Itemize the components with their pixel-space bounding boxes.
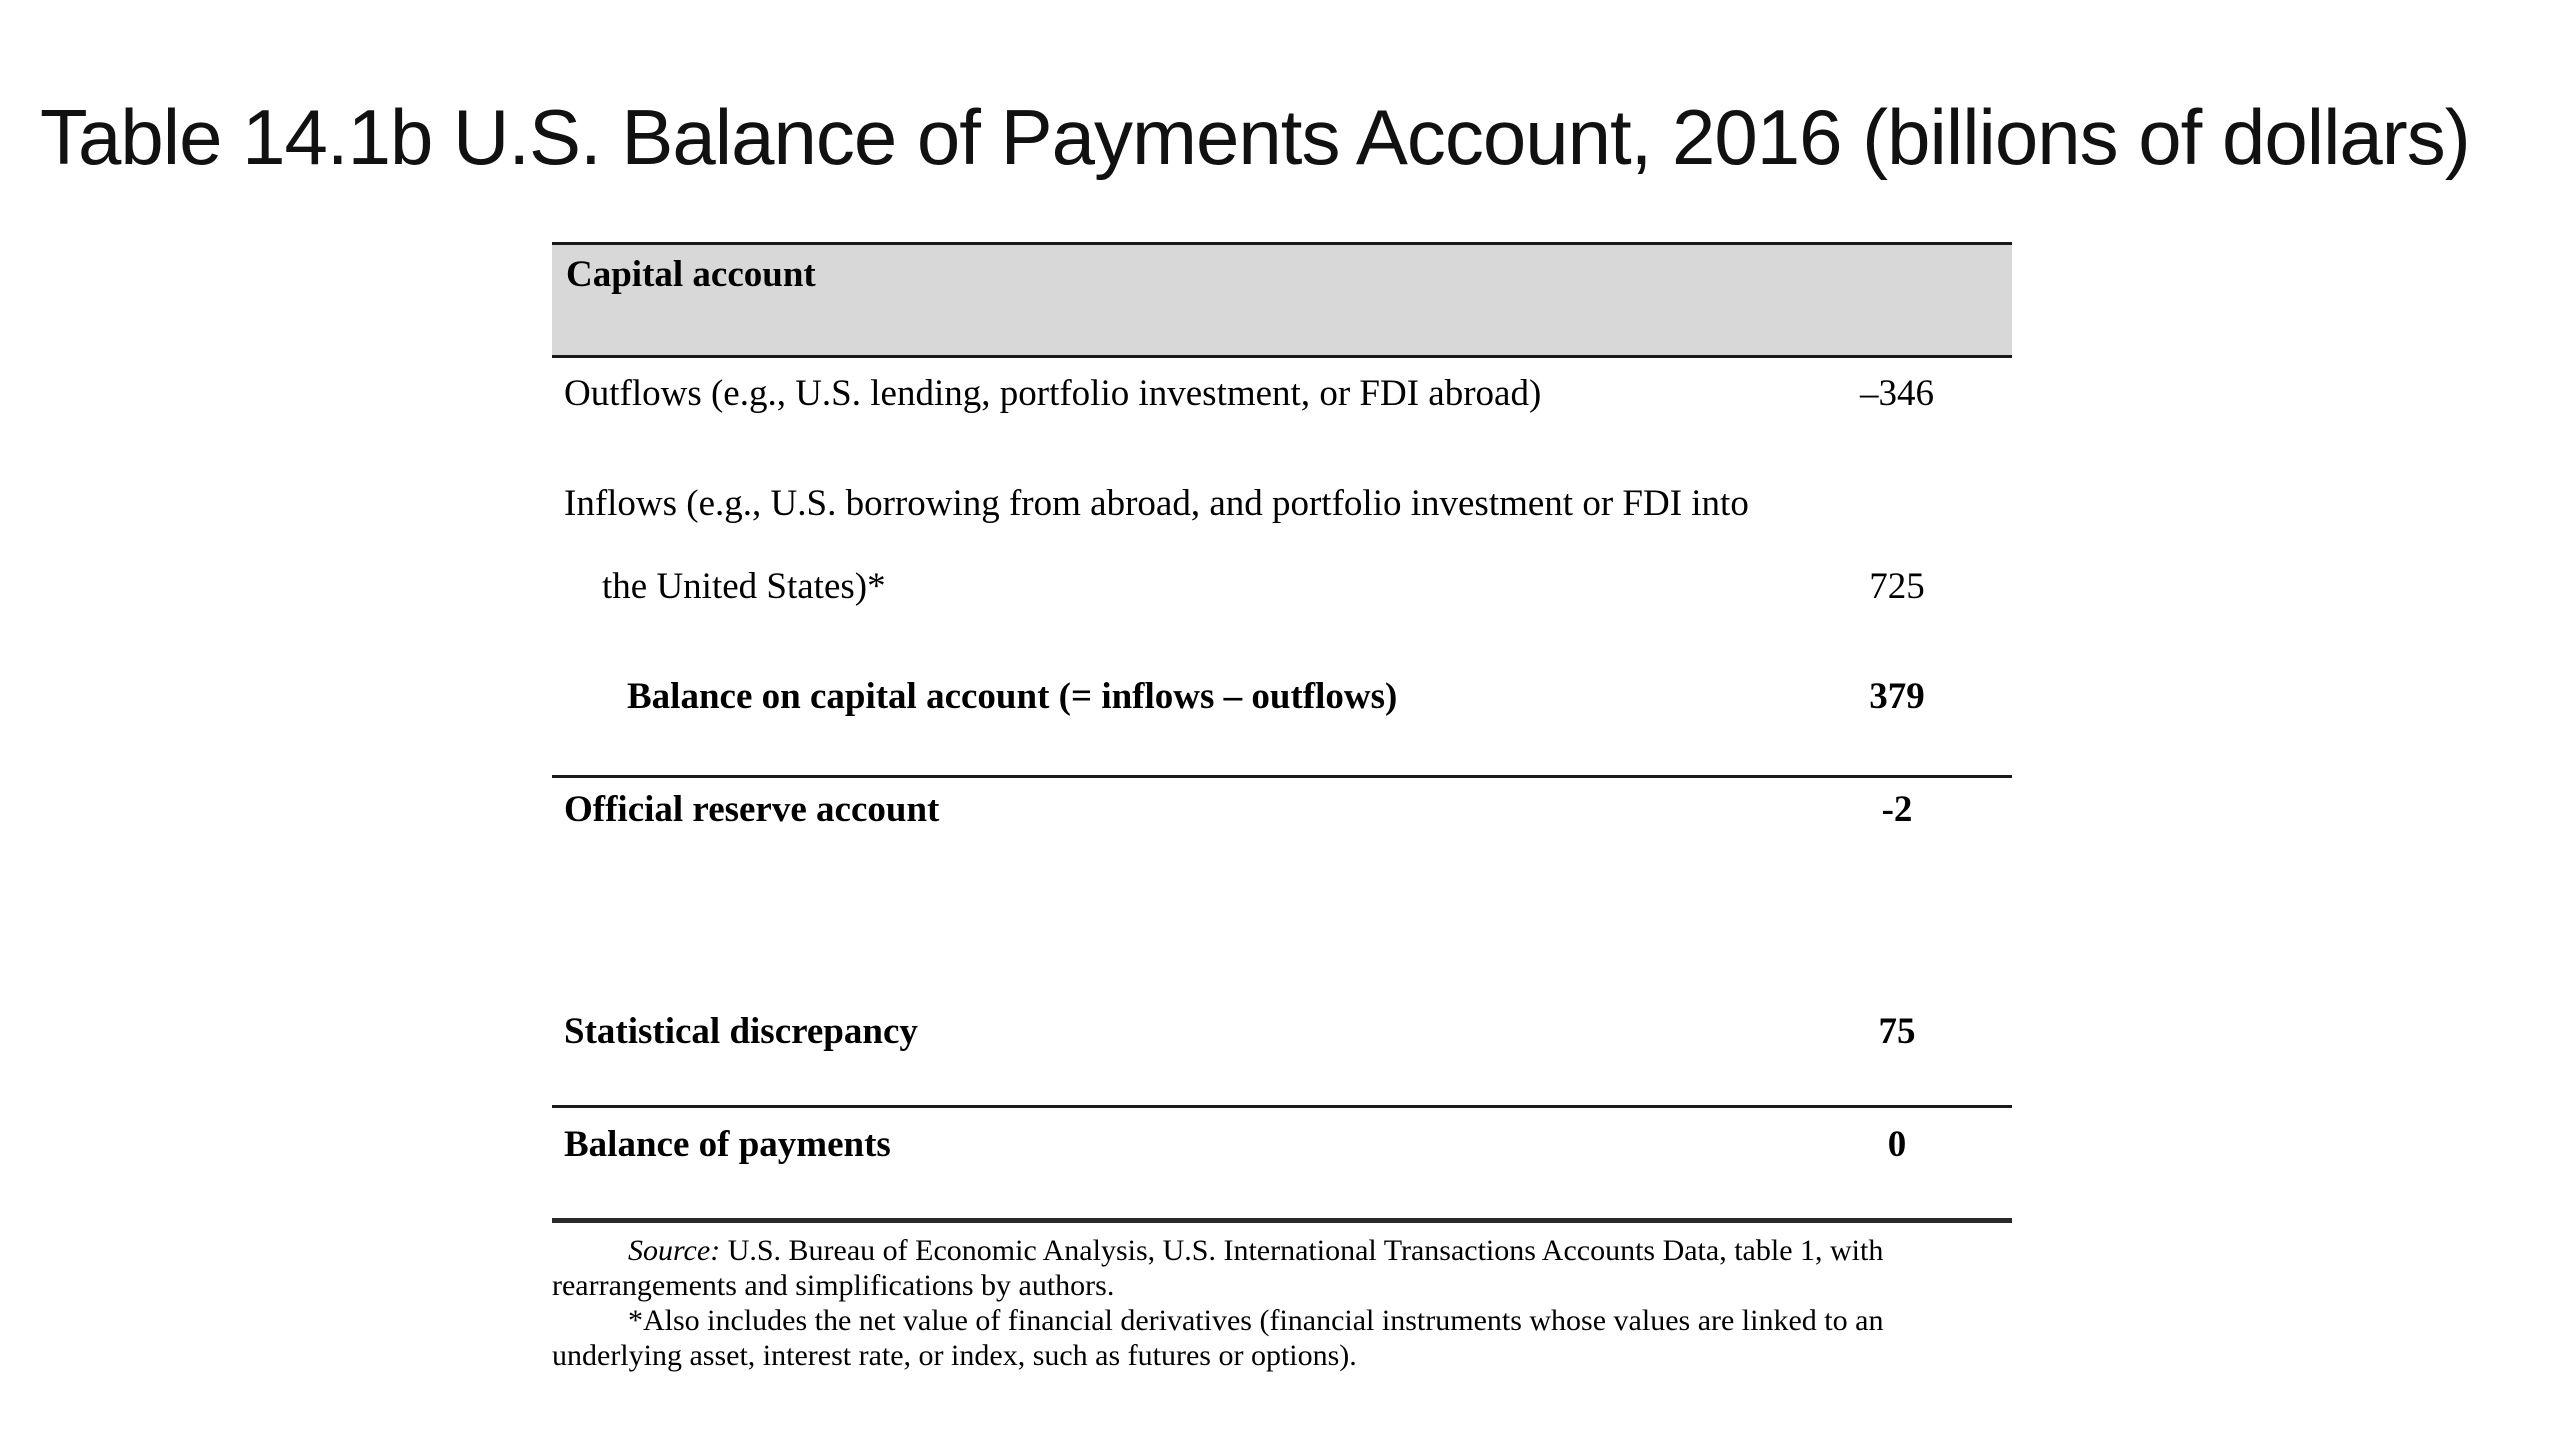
source-text: U.S. Bureau of Economic Analysis, U.S. International Transactions Accounts Data, table 1, with (720, 1234, 1884, 1267)
table-rule (552, 775, 2012, 778)
table-bottom-rule (552, 1218, 2012, 1223)
table-row-balance-capital-account (552, 675, 2012, 719)
footnote-line1: *Also includes the net value of financial derivatives (financial instruments whose values are linked to an (628, 1304, 1884, 1337)
row-value: -2 (1881, 789, 1913, 830)
table-row-statistical-discrepancy (552, 1010, 2012, 1054)
page-title: Table 14.1b U.S. Balance of Payments Account, 2016 (billions of dollars) (40, 93, 2470, 181)
balance-of-payments-table (552, 242, 2012, 1373)
table-row-balance-of-payments (552, 1123, 2012, 1167)
footnote-line2: underlying asset, interest rate, or index, such as futures or options). (552, 1339, 1357, 1372)
row-value: 75 (1878, 1011, 1916, 1052)
table-notes (552, 1233, 2012, 1373)
table-rule (552, 1105, 2012, 1108)
section-header-label: Capital account (566, 254, 816, 295)
row-value: –346 (1860, 373, 1934, 414)
row-label: Inflows (e.g., U.S. borrowing from abroad, and portfolio investment or FDI into (564, 483, 1749, 524)
row-label: Statistical discrepancy (564, 1011, 918, 1052)
row-label: Balance of payments (564, 1124, 891, 1165)
source-note-line1 (552, 1233, 2012, 1268)
table-row-official-reserve (552, 788, 2012, 832)
table-row-inflows-line2 (552, 565, 2012, 609)
table-row-outflows (552, 372, 2012, 416)
row-label: the United States)* (602, 566, 886, 607)
row-label: Balance on capital account (= inflows – outflows) (627, 676, 1398, 717)
row-value: 0 (1887, 1124, 1907, 1165)
row-label: Outflows (e.g., U.S. lending, portfolio investment, or FDI abroad) (564, 373, 1542, 414)
table-row-inflows-line1 (552, 482, 2012, 526)
source-note-line2: rearrangements and simplifications by authors. (552, 1269, 1115, 1302)
row-value: 725 (1869, 566, 1925, 607)
row-label: Official reserve account (564, 789, 940, 830)
table-section-header (552, 242, 2012, 358)
row-value: 379 (1869, 676, 1925, 717)
source-label: Source: (628, 1234, 721, 1267)
